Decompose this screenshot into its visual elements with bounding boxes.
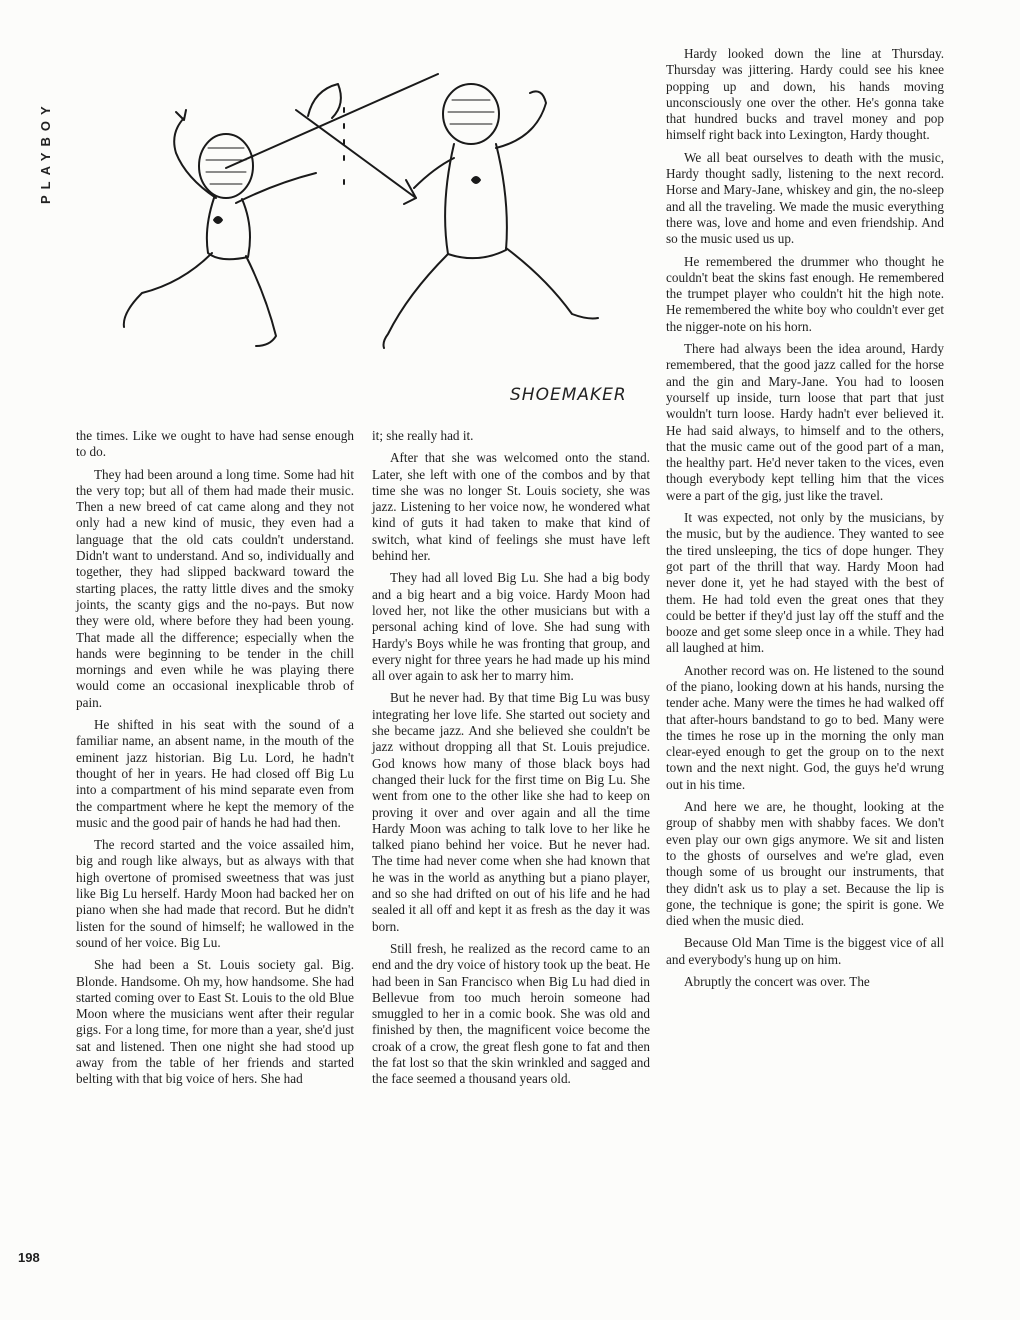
paragraph: The record started and the voice assailed him, big and rough like always, but as always with that high overtone of promised sweetness that was just like Big Lu herself. Hardy Moon had backed her on piano when she had made that record. But he didn't listen for the sound of himself; he wallowed in the sound of her voice. Big Lu. xyxy=(76,837,354,950)
paragraph: Hardy looked down the line at Thursday. Thursday was jittering. Hardy could see his knee popping up and down, his hands moving unconsciously one over the other. He's gonna take that hundred bucks and travel money and pop himself right back into Lexington, Hardy thought. xyxy=(666,46,944,143)
article-column-3 xyxy=(666,46,944,996)
paragraph: Because Old Man Time is the biggest vice of all and everybody's hung up on him. xyxy=(666,935,944,967)
paragraph: Still fresh, he realized as the record came to an end and the dry voice of history took up the beat. He had been in San Francisco when Big Lu had died in Bellevue from too much heroin someone had smuggled to her in a comic book. She was old and finished by then, the magnificent voice become the croak of a crow, the great flesh gone to fat and then the fat lost so that the skin wrinkled and sagged and the face seemed a thousand years old. xyxy=(372,940,650,1087)
page-number: 198 xyxy=(18,1250,40,1265)
article-column-1 xyxy=(76,428,354,1094)
paragraph: He remembered the drummer who thought he couldn't beat the skins fast enough. He remembered the trumpet player who couldn't hit the high note. He remembered the white boy who couldn't ever get the nigger-note on his horn. xyxy=(666,253,944,334)
paragraph: But he never had. By that time Big Lu was busy integrating her love life. She started out society and she became jazz. And she believed she couldn't be jazz without dropping all that St. Louis prejudice. God knows how many of those black boys had changed their luck for the first time on Big Lu. She went from one to the other like she had to keep on proving it over and over again and all the time Hardy Moon was aching to talk love to her like he talked piano behind her voice. But he never had. The time had never come when she had known that he was in the world as anything but a piano player, and so she had drifted on out of his life and he had sealed it all off and kept it as fresh as the day it was born. xyxy=(372,690,650,934)
paragraph: It was expected, not only by the musicians, by the music, but by the audience. They wanted to see the tired unsleeping, the tics of dope hunger. They got part of the thrill that way. Hardy Moon had never done it, yet he had stayed with the best of them. He had told even the great ones that they could be better if they'd just lay off the stuff and the booze and get some sleep once in a while. They had all laughed at him. xyxy=(666,510,944,656)
paragraph: After that she was welcomed onto the stand. Later, she left with one of the combos and by that time she was no longer St. Louis society, she was jazz. Listening to her voice now, he wondered what kind of guts it had taken to make that kind of switch, what kind of feelings she must have left behind her. xyxy=(372,450,650,564)
paragraph: We all beat ourselves to death with the music, Hardy thought sadly, listening to the next record. Horse and Mary-Jane, whiskey and gin, the no-sleep and all the traveling. We made the music everything there was, love and home and even friendship. And so the music used us up. xyxy=(666,149,944,247)
paragraph: She had been a St. Louis society gal. Big. Blonde. Handsome. Oh my, how handsome. She had started coming over to East St. Louis to the old Blue Moon where the musicians went after their regular gigs. For a long time, for more than a year, she'd just sat and listened. Then one night she had stood up away from the table of her friends and started belting with that big voice of hers. She had xyxy=(76,957,354,1087)
paragraph: There had always been the idea around, Hardy remembered, that the good jazz called for the horse and the gin and Mary-Jane. You had to loosen yourself up inside, turn loose that part that just wouldn't turn loose. Hardy hadn't ever believed it. He had said always, to himself and to the others, that the music came out of the good part of a man, the healthy part. He'd never taken to the vices, even though everybody kept telling him that the vices were a part of the gig, just like the travel. xyxy=(666,341,944,503)
paragraph: They had all loved Big Lu. She had a big body and a big heart and a big voice. Hardy Moon had loved her, not like the other musicians but with a personal aching kind of love. She had sung with Hardy's Boys while he was fronting that group, and every night for three years he had made up his mind all over again to ask her to marry him. xyxy=(372,570,650,684)
illustrator-signature: SHOEMAKER xyxy=(510,385,627,405)
paragraph: He shifted in his seat with the sound of a familiar name, an absent name, in the mouth of the eminent jazz historian. Big Lu. Lord, he hadn't thought of her in years. He had closed off Big Lu into a compartment of his mind separate even from the compartment where he kept the memory of the music and the good pair of hands he had had then. xyxy=(76,717,354,830)
magazine-name: PLAYBOY xyxy=(38,100,53,204)
paragraph: it; she really had it. xyxy=(372,428,474,443)
paragraph: Abruptly the concert was over. The xyxy=(684,974,870,990)
fencers-illustration xyxy=(76,48,636,413)
paragraph: Another record was on. He listened to the sound of the piano, looking down at his hands, nursing the tender ache. Many were the times he had walked off that after-hours bandstand to go to bed. Many were the times he rose up in the morning the only man clear-eyed enough to get the group on to the next town and the next night. God, the guys he'd wrung out in his time. xyxy=(666,662,944,792)
article-column-2 xyxy=(372,428,650,1094)
paragraph: the times. Like we ought to have had sense enough to do. xyxy=(76,428,354,460)
paragraph: And here we are, he thought, looking at the group of shabby men with shabby faces. We don't even play our own gigs anymore. We sit and listen to the ghosts of ourselves and we're glad, even though some of us brought our instruments, that they didn't ask us to play a set. Because the lip is gone, the technique is gone; the spirit is gone. We died when the music died. xyxy=(666,799,944,929)
paragraph: They had been around a long time. Some had hit the very top; but all of them had made their music. Then a new breed of cat came along and they not only had a new kind of music, they even had a language that the old cats couldn't understand. Didn't want to understand. And so, individually and together, they had slipped backward toward the starting places, the ratty little dives and the smoky joints, the scanty gigs and the no-pays. But now they were old, where before they had been young. That made all the difference; especially when the hands were beginning to be tender in the chill mornings and even while he was playing there would come an occasional inexplicable throb of pain. xyxy=(76,466,354,710)
